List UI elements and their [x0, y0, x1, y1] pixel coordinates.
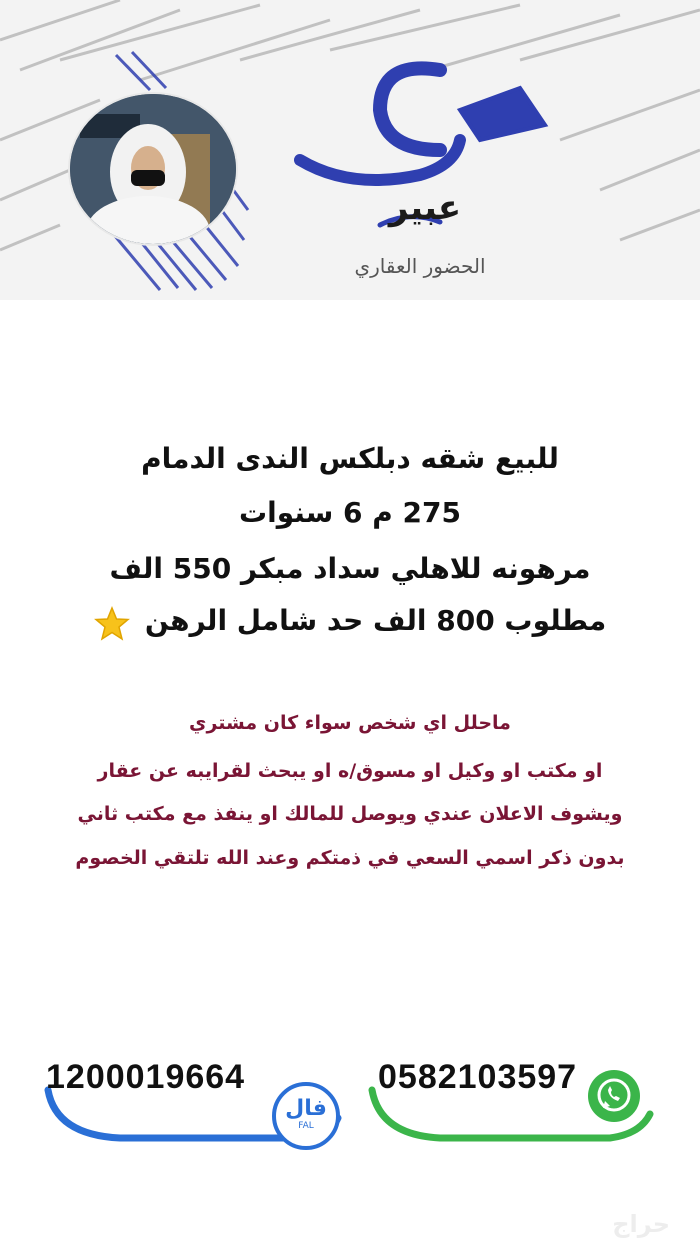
- notice-line-2: او مكتب او وكيل او مسوق/ه او يبحث لقرايبه عن عقار: [97, 760, 603, 782]
- ad-title: للبيع شقه دبلكس الندى الدمام: [141, 442, 559, 475]
- header-banner: [0, 0, 700, 300]
- whatsapp-number[interactable]: 0582103597: [378, 1058, 578, 1096]
- ad-mortgage: مرهونه للاهلي سداد مبكر 550 الف: [109, 552, 591, 585]
- fal-logo-sub: FAL: [298, 1121, 314, 1131]
- brand-tagline: الحضور العقاري: [354, 254, 486, 278]
- watermark: حراج: [612, 1210, 670, 1238]
- ad-price: مطلوب 800 الف حد شامل الرهن: [144, 604, 607, 637]
- ad-area-age: 275 م 6 سنوات: [239, 496, 461, 529]
- whatsapp-icon[interactable]: [586, 1068, 642, 1124]
- person-image: [70, 94, 236, 244]
- fal-logo-text: فال: [285, 1096, 327, 1121]
- fal-license-number[interactable]: 1200019664: [46, 1058, 246, 1096]
- profile-photo: [68, 92, 238, 246]
- notice-line-3: ويشوف الاعلان عندي ويوصل للمالك او ينفذ مع مكتب ثاني: [77, 803, 623, 825]
- notice-line-1: ماحلل اي شخص سواء كان مشتري: [189, 712, 511, 734]
- contact-section: [0, 1030, 700, 1190]
- notice-line-4: بدون ذكر اسمي السعي في ذمتكم وعند الله تلتقي الخصوم: [75, 847, 625, 869]
- fal-logo: [272, 1082, 340, 1150]
- brand-name: عبير: [388, 188, 462, 228]
- star-icon: [94, 606, 130, 646]
- ad-price-row: [40, 604, 660, 646]
